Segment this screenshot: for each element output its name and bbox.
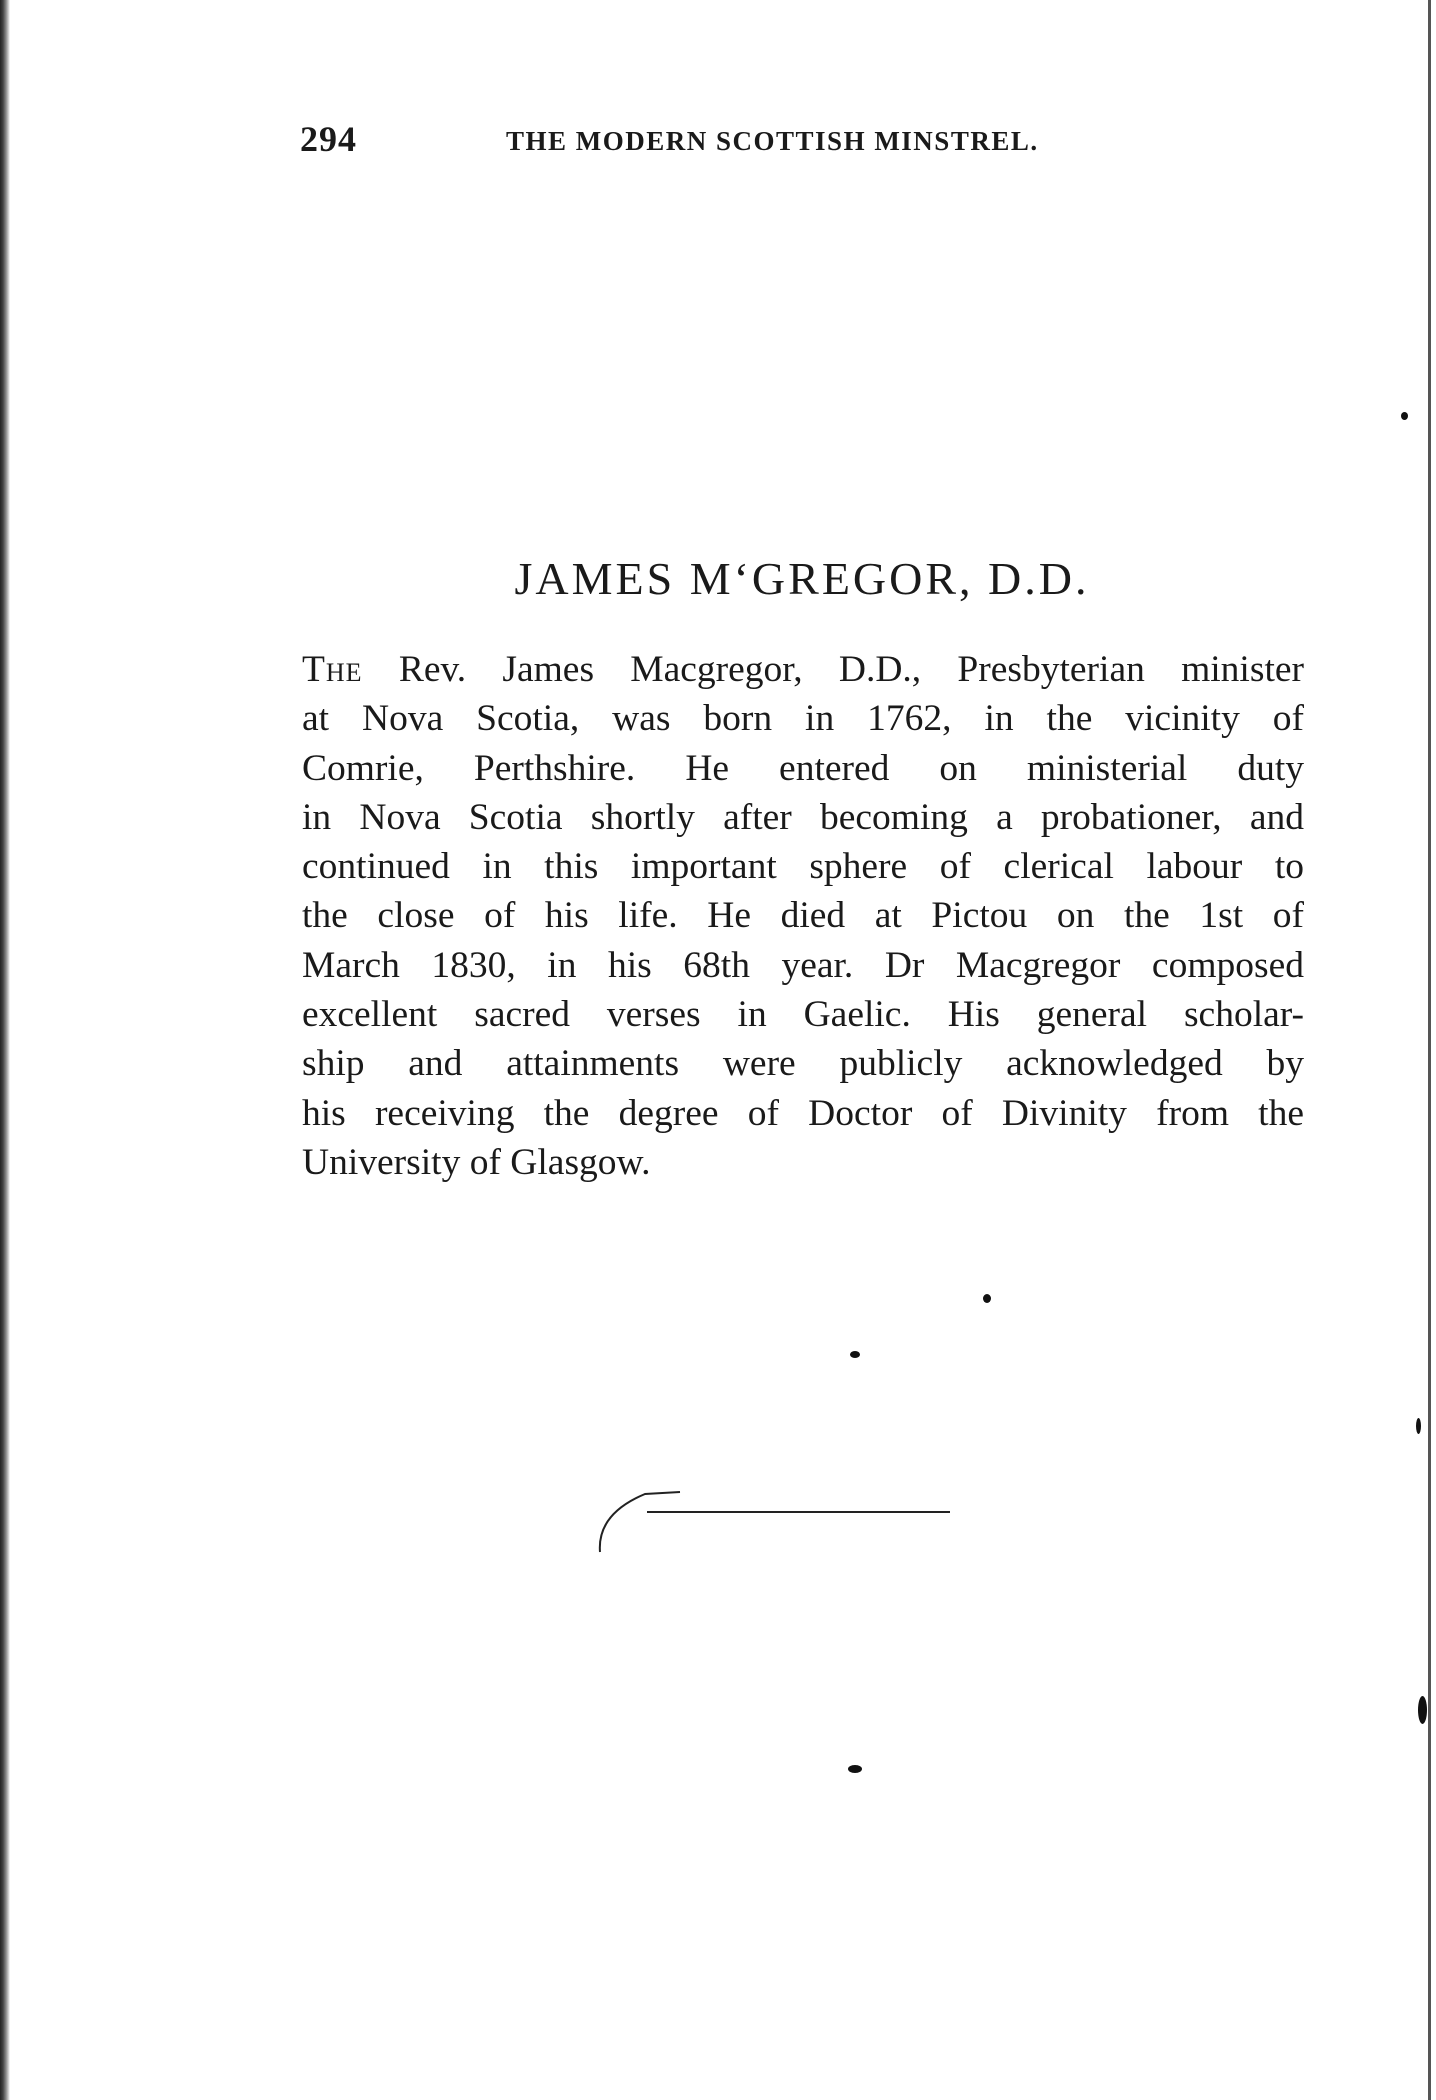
paragraph-line: The Rev. James Macgregor, D.D., Presbyterian minister [302, 649, 1304, 690]
ink-speck [850, 1351, 860, 1358]
paragraph-line: Comrie, Perthshire. He entered on ministerial duty [302, 747, 1304, 789]
section-end-rule [585, 1474, 955, 1554]
running-head [300, 118, 1120, 158]
ink-speck [1416, 1418, 1421, 1434]
paragraph-line: continued in this important sphere of clerical labour to [302, 846, 1304, 888]
biography-paragraph [302, 645, 1304, 1187]
page-number: 294 [300, 119, 357, 159]
ink-speck [983, 1294, 991, 1303]
paragraph-line: the close of his life. He died at Pictou on the 1st of [302, 895, 1304, 937]
section-heading: JAMES M‘GREGOR, D.D. [514, 553, 1090, 604]
ink-speck [1401, 412, 1408, 420]
paragraph-line: University of Glasgow. [302, 1141, 651, 1183]
paragraph-line: at Nova Scotia, was born in 1762, in the vicinity of [302, 698, 1304, 740]
paragraph-line: his receiving the degree of Doctor of Divinity from the [302, 1092, 1304, 1134]
paragraph-line: March 1830, in his 68th year. Dr Macgregor composed [302, 944, 1304, 986]
paragraph-line: ship and attainments were publicly acknowledged by [302, 1043, 1304, 1085]
ink-speck [1418, 1696, 1427, 1724]
running-title: THE MODERN SCOTTISH MINSTREL. [506, 126, 1039, 156]
ink-speck [848, 1765, 862, 1773]
lead-word: The [302, 649, 363, 690]
binding-edge [0, 0, 10, 2100]
paragraph-line: excellent sacred verses in Gaelic. His general scholar- [302, 994, 1304, 1036]
page-edge [1428, 0, 1431, 2100]
paragraph-line: in Nova Scotia shortly after becoming a probationer, and [302, 796, 1304, 838]
